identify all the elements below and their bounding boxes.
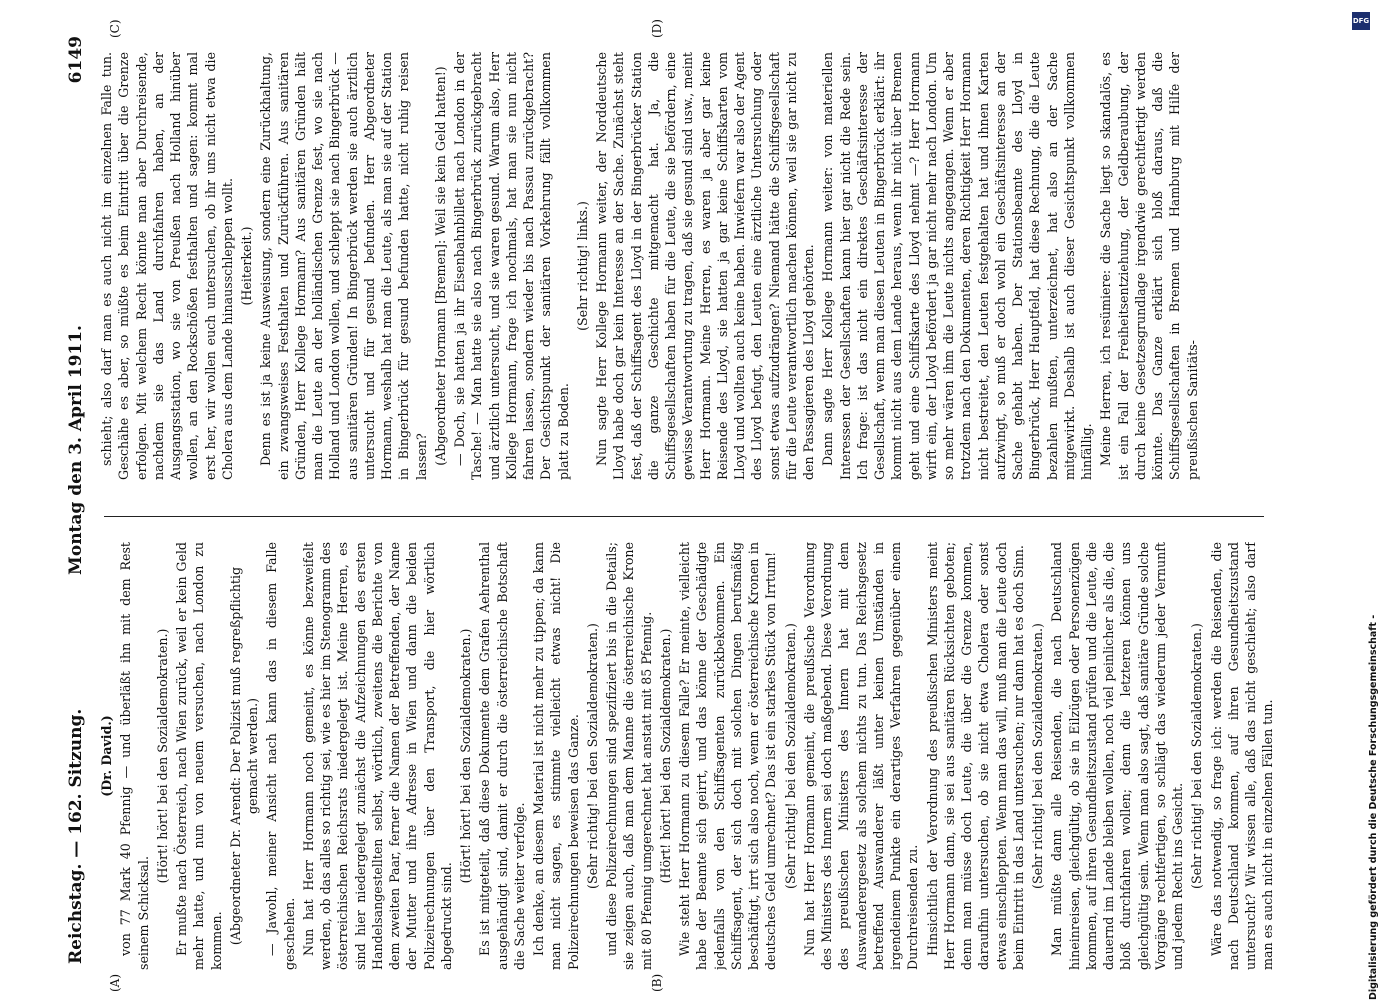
interjection: (Sehr richtig! bei den Sozialdemokraten.) [1030,623,1045,889]
paragraph: Dann sagte Herr Kollege Hormann weiter: von materiellen Interessen der Gesellschaften kann hier gar nicht die Rede sein. Ich frage: ist das nicht ein direktes Geschäftsinteresse der Gesellschaft, wenn man diesen Leuten in Bingerbrück erklärt: ihr kommt nicht aus dem Lande heraus, wenn ihr nicht über Bremen geht und eine Schiffskarte des Lloyd nehmt —? Herr Hormann wirft ein, der Lloyd befördert ja gar nicht mehr nach London. Um so mehr wären ihm die Leute nichts angegangen. Wenn er aber trotzdem nach den Dokumenten, deren Richtigkeit Herr Hormann nicht bestreitet, den Leuten festgehalten hat und ihnen Karten aufzwingt, so muß er doch wohl ein Geschäftsinteresse an der Sache gehabt haben. Der Stationsbeamte des Lloyd in Bingerbrück, Herr Hauptfeld, hat diese Rechnung, die die Leute bezahlen mußten, unterzeichnet, hat also an der Sache mitgewirkt. Deshalb ist auch dieser Gesichtspunkt vollkommen hinfällig. [820,52,1094,480]
paragraph: Denn es ist ja keine Ausweisung, sondern eine Zurückhaltung, ein zwangsweises Festhalten und Zurückführen. Aus sanitären Gründen, Herr Kollege Hormann? Aus sanitären Gründen hält man die Leute an der holländischen Grenze fest, wo sie nach Holland und London wollen, und schleppt sie nach Bingerbrück — aus sanitären Gründen! In Bingerbrück werden sie auch ärztlich untersucht und für gesund befunden. Herr Abgeordneter Hormann, weshalb hat man die Leute, als man sie auf der Station in Bingerbrück für gesund befunden hatte, nicht ruhig reisen lassen? [258,52,429,480]
interjection: (Hört! hört! bei den Sozialdemokraten.) [154,628,170,884]
margin-mark-d: (D) [650,19,664,38]
interjection: (Abgeordneter Hormann [Bremen]: Weil sie kein Geld hatten!) [432,66,448,466]
left-paragraphs [117,542,1276,970]
interjection: (Heiterkeit.) [239,226,254,306]
paragraph: Nun sagte Herr Kollege Hormann weiter, der Norddeutsche Lloyd habe doch gar kein Interesse an der Sache. Zunächst steht fest, daß der Schiffsagent des Lloyd in der Bingerbrücker Station die ganze Geschichte mitgemacht hat. Ja, die Schiffsgesellschaften haben für die Leute, die sie befördern, eine gewisse Verantwortung zu tragen, daß sie gesund sind usw., meint Herr Hormann. Meine Herren, es waren ja aber gar keine Reisende des Lloyd, sie hatten ja gar keine Schiffskarten vom Lloyd und wollten auch keine haben. Inwiefern war also der Agent des Lloyd befugt, den Leuten eine ärztliche Untersuchung oder sonst etwas aufzudrängen? Niemand hätte die Schiffsgesellschaft für die Leute verantwortlich machen können, weil sie gar nicht zu den Passagieren des Lloyd gehörten. [594,52,816,480]
paragraph: Es ist mitgeteilt, daß diese Dokumente dem Grafen Aehrenthal ausgehändigt sind, damit er durch die österreichische Botschaft die Sache weiter verfolge. [477,542,527,970]
left-column [98,542,1278,970]
paragraph: Ich denke, an diesem Material ist nicht mehr zu tippen; da kann man nicht sagen, es stimmte vielleicht etwas nicht! Die Polizeirechnungen beweisen das Ganze. [531,542,581,970]
paragraph: und diese Polizeirechnungen sind spezifiziert bis in die Details; sie zeigen auch, daß man dem Manne die österreichische Krone mit 80 Pfennig umgerechnet hat anstatt mit 85 Pfennig. [604,542,654,970]
paragraph: schieht; also darf man es auch nicht im einzelnen Falle tun. Geschähe es aber, so müßte es beim Eintritt über die Grenze erfolgen. Mit welchem Recht könnte man aber Durchreisende, nachdem sie das Land durchfahren haben, an der Ausgangsstation, wo sie von Preußen nach Holland hinüber wollen, an den Rockschößen festhalten und sagen: kommt mal erst her, wir wollen euch untersuchen, ob ihr uns nicht etwa die Cholera aus dem Lande hinausschleppen wollt. [99,52,235,480]
paragraph: Wäre das notwendig, so frage ich: werden die Reisenden, die nach Deutschland kommen, auf ihren Gesundheitszustand untersucht? Wir wissen alle, daß das nicht geschieht; also darf man es auch nicht in einzelnen Fällen tun. [1208,542,1276,970]
interjection: (Abgeordneter Dr. Arendt: Der Polizist muß regreßpflichtig gemacht werden.) [227,566,260,946]
interjection: (Sehr richtig! bei den Sozialdemokraten.) [1189,623,1205,889]
paragraph: Meine Herren, ich resümiere: die Sache liegt so skandalös, es ist ein Fall der Freiheitsentziehung, der Geldberaubung, der durch keine Gesetzesgrundlage irgendwie gerechtfertigt werden könnte. Das Ganze erklärt sich bloß daraus, daß die Schiffsgesellschaften in Bremen und Hamburg mit Hilfe der preußischen Sanitäts- [1098,52,1200,480]
paragraph: Nun hat Herr Hormann gemeint, die preußische Verordnung des Ministers des Innern sei doch maßgebend. Diese Verordnung des preußischen Ministers des Innern hat mit dem Auswanderergesetz als solchem nichts zu tun. Das Reichsgesetz betreffend Auswanderer läßt unter keinen Umständen in irgendeinem Punkte ein derartiges Verfahren gegenüber einem Durchreisenden zu. [801,542,921,970]
paragraph: Man müßte dann alle Reisenden, die nach Deutschland hineinreisen, gleichgültig, ob sie in Eilzügen oder Personenzügen kommen, auf ihren Gesundheitszustand prüfen und die Leute, die dauernd im Lande bleiben wollen, noch viel peinlicher als die, die bloß durchfahren wollen; denn die letzteren können uns gleichgültig sein. Wenn man also sagt, daß sanitäre Gründe solche Vorgänge rechtfertigen, so schlägt das wiederum jeder Vernunft und jedem Recht ins Gesicht. [1049,542,1185,970]
interjection: (Sehr richtig! bei den Sozialdemokraten.) [584,623,600,889]
paragraph: — Jawohl, meiner Ansicht nach kann das in diesem Falle geschehen. [264,542,297,970]
interjection: (Sehr richtig! links.) [574,201,590,331]
footer-credit-text: Digitalisierung gefördert durch die Deutsche Forschungsgemeinschaft - [1368,614,1379,1000]
margin-mark-a: (A) [108,973,122,992]
right-paragraphs [98,52,1201,480]
right-column [98,52,1278,480]
column-divider [104,516,1264,517]
running-header [60,0,94,1000]
dfg-logo: DFG [1352,12,1370,30]
header-left: Reichstag. — 162. Sitzung. [66,708,86,964]
footer-credit [1346,10,1379,1000]
interjection: (Hört! hört! bei den Sozialdemokraten.) [657,628,673,884]
page-number: 6149 [66,36,86,84]
paragraph: — Doch, sie hatten ja ihr Eisenbahnbillett nach London in der Tasche! — Man hatte sie also nach Bingerbrück zurückgebracht und ärztlich untersucht, und sie waren gesund. Warum also, Herr Kollege Hormann, frage ich nochmals, hat man sie nun nicht fahren lassen, sondern wieder bis nach Passau zurückgebracht? Der Gesichtspunkt der sanitären Vorkehrung fällt vollkommen platt zu Boden. [452,52,571,480]
margin-mark-b: (B) [650,973,664,992]
paragraph: Hinsichtlich der Verordnung des preußischen Ministers meint Herr Hormann dann, sie sei aus sanitären Rücksichten geboten; denn man müsse doch Leute, die über die Grenze kommen, daraufhin untersuchen, ob sie nicht etwa Cholera oder sonst etwas einschleppten. Wenn man das will, muß man die Leute doch beim Eintritt in das Land untersuchen; nur dann hat es doch Sinn. [924,542,1026,970]
paragraph: Wie steht Herr Hormann zu diesem Falle? Er meinte, vielleicht habe der Beamte sich geirrt, und das könne der Geschädigte jedenfalls von den Schiffsagenten zurückbekommen. Ein Schiffsagent, der sich doch mit solchen Dingen berufsmäßig beschäftigt, irrt sich also noch, wenn er österreichische Kronen in deutsches Geld umrechnet? Das ist ein starkes Stück von Irrtum! [677,542,779,970]
speaker-tag: (Dr. David.) [99,715,114,797]
interjection: (Sehr richtig! bei den Sozialdemokraten.) [782,623,798,889]
paragraph: von 77 Mark 40 Pfennig — und überläßt ihn mit dem Rest seinem Schicksal. [118,542,151,970]
margin-mark-c: (C) [108,19,122,38]
paragraph: Nun hat Herr Hormann noch gemeint, es könne bezweifelt werden, ob das alles so richtig sei, wie es hier im Stenogramm des österreichischen Reichsrats niedergelegt ist. Meine Herren, es sind hier niedergelegt zunächst die Aufzeichnungen des ersten Handelsangestellten selbst, wörtlich, zweitens die Berichte von dem zweiten Paar, ferner die Namen der Betreffenden, der Name der Mutter und ihre Adresse in Wien und dann die beiden Polizeirechnungen über den Transport, die hier wörtlich abgedruckt sind. [300,542,454,970]
header-date: Montag den 3. April 1911. [66,325,86,575]
interjection: (Hört! hört! bei den Sozialdemokraten.) [458,628,473,884]
paragraph: Er mußte nach Österreich, nach Wien zurück, weil er kein Geld mehr hatte, und nun von neuem versuchen, nach London zu kommen. [174,542,224,970]
